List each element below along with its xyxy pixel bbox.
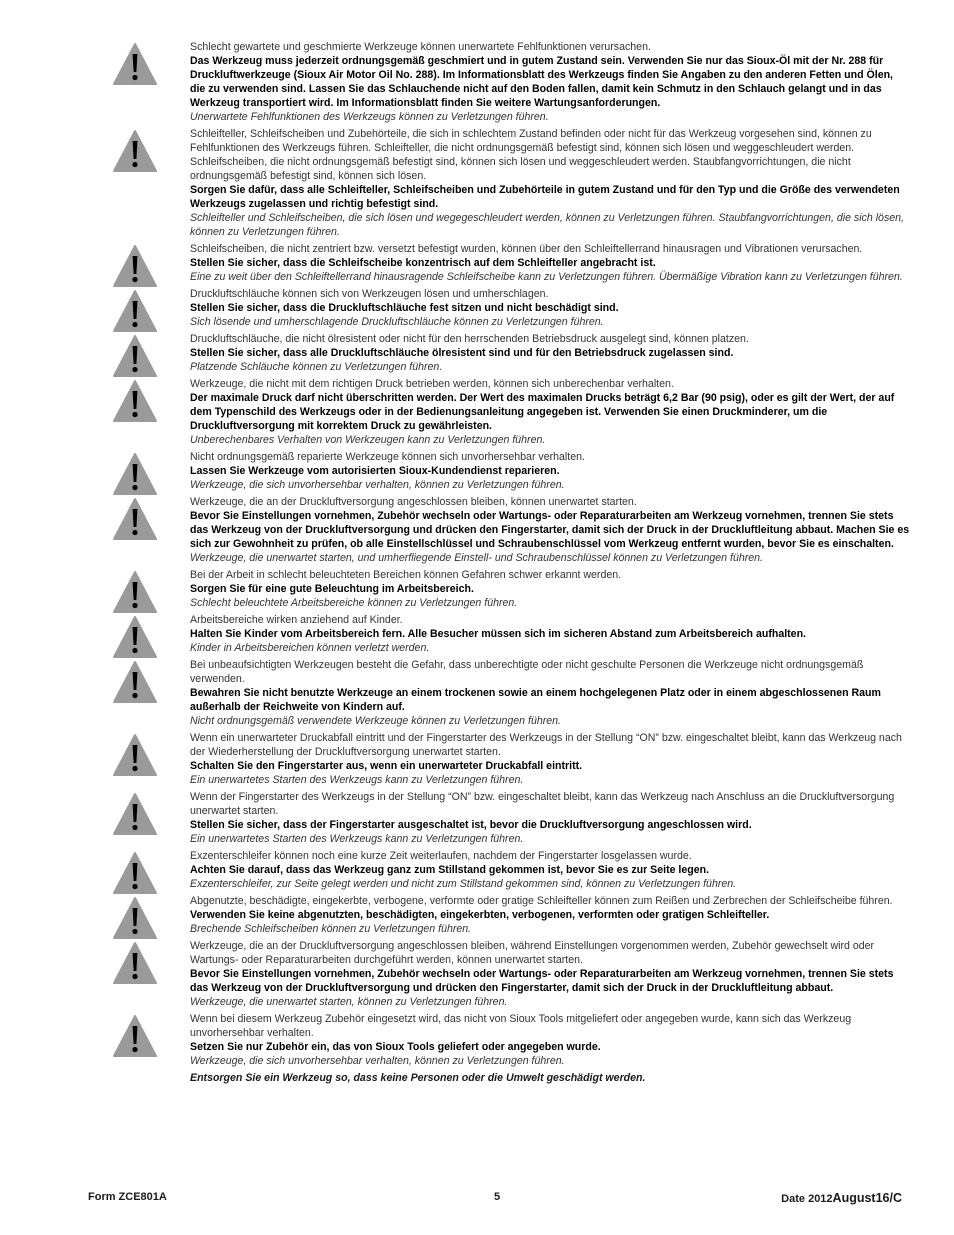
consequence-text: Ein unerwartetes Starten des Werkzeugs kann zu Verletzungen führen.: [190, 833, 524, 845]
warning-icon: [112, 791, 158, 837]
instruction-text: Bewahren Sie nicht benutzte Werkzeuge an einem trockenen sowie an einem hochgelegenen Platz oder in einem abgeschlossenen Raum außerhalb der Reichweite von Kindern auf.: [190, 687, 881, 713]
instruction-text: Stellen Sie sicher, dass die Schleifscheibe konzentrisch auf dem Schleifteller angebracht ist.: [190, 257, 656, 269]
warning-block: [0, 731, 954, 787]
warning-block: [0, 790, 954, 846]
warning-icon: [112, 451, 158, 497]
warning-icon: [112, 496, 158, 542]
consequence-text: Unerwartete Fehlfunktionen des Werkzeugs können zu Verletzungen führen.: [190, 111, 549, 123]
instruction-text: Bevor Sie Einstellungen vornehmen, Zubehör wechseln oder Wartungs- oder Reparaturarbeiten am Werkzeug vornehmen, trennen Sie stets das Werkzeug von der Druckluftversorgung und drücken den Fingerstarter, damit sich der Druck in der Druckluftleitung abbaut. Machen Sie es sich zur Gewohnheit zu prüfen, ob alle Einstellschlüssel und Schraubenschlüssel vom Werkzeug entfernt wurden, bevor Sie es einschalten.: [190, 510, 910, 550]
hazard-text: Druckluftschläuche können sich von Werkzeugen lösen und umherschlagen.: [190, 288, 549, 300]
instruction-text: Sorgen Sie für eine gute Beleuchtung im Arbeitsbereich.: [190, 583, 474, 595]
warning-icon: [112, 940, 158, 986]
date-label: [781, 1191, 902, 1205]
consequence-text: Brechende Schleifscheiben können zu Verletzungen führen.: [190, 923, 472, 935]
hazard-text: Wenn der Fingerstarter des Werkzeugs in der Stellung “ON” bzw. eingeschaltet bleibt, kann das Werkzeug nach Anschluss an die Druckluftversorgung unerwartet starten.: [190, 791, 895, 817]
instruction-text: Halten Sie Kinder vom Arbeitsbereich fern. Alle Besucher müssen sich im sicheren Abstand zum Arbeitsbereich aufhalten.: [190, 628, 806, 640]
consequence-text: Kinder in Arbeitsbereichen können verletzt werden.: [190, 642, 430, 654]
warning-icon: [112, 1013, 158, 1059]
hazard-text: Abgenutzte, beschädigte, eingekerbte, verbogene, verformte oder gratige Schleifteller können zum Reißen und Zerbrechen der Schleifscheibe führen.: [190, 895, 893, 907]
instruction-text: Stellen Sie sicher, dass die Druckluftschläuche fest sitzen und nicht beschädigt sind.: [190, 302, 619, 314]
warning-block: [0, 332, 954, 374]
warning-block: [0, 613, 954, 655]
date-main: August16/C: [832, 1191, 902, 1205]
instruction-text: Das Werkzeug muss jederzeit ordnungsgemäß geschmiert und in gutem Zustand sein. Verwenden Sie nur das Sioux-Öl mit der Nr. 288 für Druckluftwerkzeuge (Sioux Air Motor Oil No. 288). Im Informationsblatt des Werkzeugs finden Sie Angaben zu den anderen Fetten und Ölen, die zu verwenden sind. Lassen Sie das Schlauchende nicht auf den Boden fallen, damit kein Schmutz in den Schlauch gelangt und in das Werkzeug transportiert wird. Im Informationsblatt finden Sie weitere Wartungsanforderungen.: [190, 55, 894, 109]
hazard-text: Schleifteller, Schleifscheiben und Zubehörteile, die sich in schlechtem Zustand befinden oder nicht für das Werkzeug vorgesehen sind, können zu Fehlfunktionen des Werkzeugs führen. Schleifteller, die nicht ordnungsgemäß befestigt sind, können sich lösen und weggeschleudert werden. Schleifscheiben, die nicht ordnungsgemäß befestigt sind, können sich lösen und weggeschleudert werden. Staubfangvorrichtungen, die nicht ordnungsgemäß befestigt sind, können sich lösen.: [190, 128, 872, 182]
hazard-text: Arbeitsbereiche wirken anziehend auf Kinder.: [190, 614, 403, 626]
warning-icon: [112, 128, 158, 174]
instruction-text: Bevor Sie Einstellungen vornehmen, Zubehör wechseln oder Wartungs- oder Reparaturarbeiten am Werkzeug vornehmen, trennen Sie stets das Werkzeug von der Druckluftversorgung und drücken den Fingerstarter, damit sich der Druck in der Druckluftleitung abbaut.: [190, 968, 894, 994]
warning-block: [0, 939, 954, 1009]
warning-icon: [112, 850, 158, 896]
instruction-text: Sorgen Sie dafür, dass alle Schleifteller, Schleifscheiben und Zubehörteile in gutem Zustand und für den Typ und die Größe des verwendeten Werkzeugs zugelassen und richtig befestigt sind.: [190, 184, 900, 210]
instruction-text: Schalten Sie den Fingerstarter aus, wenn ein unerwarteter Druckabfall eintritt.: [190, 760, 583, 772]
instruction-text: Der maximale Druck darf nicht überschritten werden. Der Wert des maximalen Drucks beträgt 6,2 Bar (90 psig), oder es gilt der Wert, der auf dem Typenschild des Werkzeugs oder in der Bedienungsanleitung angegeben ist. Verwenden Sie einen Druckminderer, um die Druckluftversorgung mit korrektem Druck zu gewährleisten.: [190, 392, 895, 432]
page-number: 5: [494, 1191, 501, 1203]
consequence-text: Werkzeuge, die unerwartet starten, können zu Verletzungen führen.: [190, 996, 508, 1008]
consequence-text: Nicht ordnungsgemäß verwendete Werkzeuge können zu Verletzungen führen.: [190, 715, 562, 727]
consequence-text: Ein unerwartetes Starten des Werkzeugs kann zu Verletzungen führen.: [190, 774, 524, 786]
warning-block: [0, 495, 954, 565]
warning-block: [0, 658, 954, 728]
warning-icon: [112, 243, 158, 289]
consequence-text: Schleifteller und Schleifscheiben, die sich lösen und wegegeschleudert werden, können zu Verletzungen führen. Staubfangvorrichtungen, die sich lösen, können zu Verletzungen führen.: [190, 212, 904, 238]
consequence-text: Sich lösende und umherschlagende Druckluftschläuche können zu Verletzungen führen.: [190, 316, 604, 328]
warning-block: [0, 242, 954, 284]
warning-icon: [112, 288, 158, 334]
hazard-text: Schlecht gewartete und geschmierte Werkzeuge können unerwartete Fehlfunktionen verursachen.: [190, 41, 651, 53]
instruction-text: Stellen Sie sicher, dass der Fingerstarter ausgeschaltet ist, bevor die Druckluftversorgung angeschlossen wird.: [190, 819, 752, 831]
hazard-text: Bei unbeaufsichtigten Werkzeugen besteht die Gefahr, dass unberechtigte oder nicht geschulte Personen die Werkzeuge nicht ordnungsgemäß verwenden.: [190, 659, 864, 685]
warning-block: [0, 40, 954, 124]
instruction-text: Achten Sie darauf, dass das Werkzeug ganz zum Stillstand gekommen ist, bevor Sie es zur Seite legen.: [190, 864, 710, 876]
warning-icon: [112, 569, 158, 615]
consequence-text: Schlecht beleuchtete Arbeitsbereiche können zu Verletzungen führen.: [190, 597, 518, 609]
warning-block: [0, 377, 954, 447]
hazard-text: Bei der Arbeit in schlecht beleuchteten Bereichen können Gefahren schwer erkannt werden.: [190, 569, 622, 581]
consequence-text: Werkzeuge, die sich unvorhersehbar verhalten, können zu Verletzungen führen.: [190, 479, 565, 491]
consequence-text: Werkzeuge, die unerwartet starten, und umherfliegende Einstell- und Schraubenschlüssel können zu Verletzungen führen.: [190, 552, 763, 564]
date-prefix: Date 2012: [781, 1193, 833, 1205]
warning-icon: [112, 41, 158, 87]
disposal-note: Entsorgen Sie ein Werkzeug so, dass keine Personen oder die Umwelt geschädigt werden.: [190, 1072, 646, 1084]
warning-icon: [112, 895, 158, 941]
form-number: Form ZCE801A: [88, 1191, 167, 1203]
warning-icon: [112, 659, 158, 705]
warning-block: [0, 450, 954, 492]
warning-icon: [112, 614, 158, 660]
warning-icon: [112, 732, 158, 778]
warnings-list: [0, 40, 954, 1096]
hazard-text: Werkzeuge, die nicht mit dem richtigen Druck betrieben werden, können sich unberechenbar verhalten.: [190, 378, 674, 390]
warning-block: [0, 568, 954, 610]
warning-icon: [112, 378, 158, 424]
hazard-text: Exzenterschleifer können noch eine kurze Zeit weiterlaufen, nachdem der Fingerstarter losgelassen wurde.: [190, 850, 692, 862]
consequence-text: Unberechenbares Verhalten von Werkzeugen kann zu Verletzungen führen.: [190, 434, 546, 446]
warning-block: [0, 849, 954, 891]
instruction-text: Verwenden Sie keine abgenutzten, beschädigten, eingekerbten, verbogenen, verformten oder gratigen Schleifteller.: [190, 909, 770, 921]
page-footer: [0, 1191, 954, 1207]
hazard-text: Nicht ordnungsgemäß reparierte Werkzeuge können sich unvorhersehbar verhalten.: [190, 451, 585, 463]
hazard-text: Wenn ein unerwarteter Druckabfall eintritt und der Fingerstarter des Werkzeugs in der Stellung “ON” bzw. eingeschaltet bleibt, kann das Werkzeug nach der Wiederherstellung der Druckluftversorgung unerwartet starten.: [190, 732, 902, 758]
consequence-text: Exzenterschleifer, zur Seite gelegt werden und nicht zum Stillstand gekommen sind, können zu Verletzungen führen.: [190, 878, 737, 890]
consequence-text: Eine zu weit über den Schleiftellerrand hinausragende Schleifscheibe kann zu Verletzungen führen. Übermäßige Vibration kann zu Verletzungen führen.: [190, 271, 903, 283]
instruction-text: Stellen Sie sicher, dass alle Druckluftschläuche ölresistent sind und für den Betriebsdruck zugelassen sind.: [190, 347, 734, 359]
hazard-text: Werkzeuge, die an der Druckluftversorgung angeschlossen bleiben, können unerwartet starten.: [190, 496, 637, 508]
hazard-text: Druckluftschläuche, die nicht ölresistent oder nicht für den herrschenden Betriebsdruck ausgelegt sind, können platzen.: [190, 333, 749, 345]
hazard-text: Schleifscheiben, die nicht zentriert bzw. versetzt befestigt wurden, können über den Schleiftellerrand hinausragen und Vibrationen verursachen.: [190, 243, 863, 255]
warning-block: [0, 894, 954, 936]
instruction-text: Lassen Sie Werkzeuge vom autorisierten Sioux-Kundendienst reparieren.: [190, 465, 560, 477]
warning-icon: [112, 333, 158, 379]
hazard-text: Werkzeuge, die an der Druckluftversorgung angeschlossen bleiben, während Einstellungen vorgenommen werden, Zubehör gewechselt wird oder Wartungs- oder Reparaturarbeiten durchgeführt werden, können unerwartet starten.: [190, 940, 875, 966]
hazard-text: Wenn bei diesem Werkzeug Zubehör eingesetzt wird, das nicht von Sioux Tools mitgeliefert oder angegeben wurde, kann sich das Werkzeug unvorhersehbar verhalten.: [190, 1013, 852, 1039]
consequence-text: Platzende Schläuche können zu Verletzungen führen.: [190, 361, 443, 373]
warning-block: [0, 287, 954, 329]
warning-block: [0, 127, 954, 239]
warning-block: [0, 1012, 954, 1068]
instruction-text: Setzen Sie nur Zubehör ein, das von Sioux Tools geliefert oder angegeben wurde.: [190, 1041, 601, 1053]
consequence-text: Werkzeuge, die sich unvorhersehbar verhalten, können zu Verletzungen führen.: [190, 1055, 565, 1067]
